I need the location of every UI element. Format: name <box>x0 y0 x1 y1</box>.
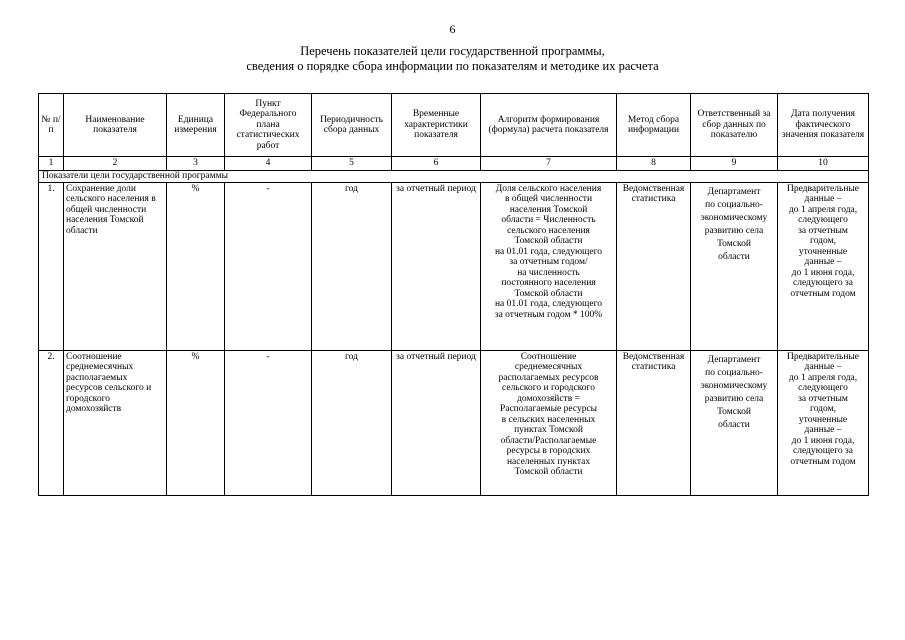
algorithm-line: Томской области <box>514 288 583 299</box>
responsible-line: развитию села <box>704 225 764 236</box>
responsible-line: по социально- <box>705 367 763 378</box>
algorithm-line: на 01.01 года, следующего <box>494 299 603 309</box>
date-line: отчетным годом <box>790 456 856 467</box>
algorithm-line: за отчетным годом * 100% <box>494 309 603 320</box>
algorithm-line: домохозяйств = <box>517 393 580 404</box>
date-line: следующего <box>798 215 848 225</box>
date-line: уточненные <box>798 246 848 257</box>
column-number: 5 <box>312 157 392 171</box>
responsible-line: Департамент <box>707 354 761 365</box>
header-cell: Наименование показателя <box>64 94 167 157</box>
algorithm-line: сельского населения <box>507 225 590 236</box>
date-line: следующего за <box>792 446 853 456</box>
plan-item-cell: - <box>225 350 312 495</box>
header-cell: Ответственный за сбор данных по показателю <box>691 94 778 157</box>
responsible-cell <box>691 182 778 350</box>
method-cell: Ведомственная статистика <box>617 350 691 495</box>
section-title: Показатели цели государственной программы <box>39 171 869 183</box>
algorithm-line: располагаемых ресурсов <box>498 372 599 383</box>
date-line: годом, <box>810 236 836 246</box>
date-cell <box>778 350 869 495</box>
document-title <box>0 44 905 74</box>
table-row <box>39 182 869 350</box>
algorithm-line: Томской области <box>514 467 583 477</box>
header-cell: Алгоритм формирования (формула) расчета показателя <box>481 94 617 157</box>
algorithm-line: в сельских населенных <box>501 414 596 425</box>
date-line: за отчетным <box>798 393 848 404</box>
algorithm-line: в общей численности <box>504 194 593 204</box>
algorithm-line: ресурсы в городских <box>506 446 591 456</box>
date-line: до 1 апреля года, <box>788 372 858 383</box>
responsible-line: экономическому <box>700 212 768 223</box>
algorithm-line: Располагаемые ресурсы <box>499 404 598 414</box>
page-number: 6 <box>449 22 456 36</box>
responsible-line: области <box>718 419 750 430</box>
column-number: 3 <box>167 157 225 171</box>
date-line: данные – <box>804 194 842 204</box>
date-line: следующего <box>798 383 848 393</box>
unit-cell: % <box>167 182 225 350</box>
date-line: Предварительные <box>786 183 860 194</box>
column-number-row <box>39 157 869 171</box>
algorithm-line: области/Располагаемые <box>500 435 597 446</box>
method-cell: Ведомственная статистика <box>617 182 691 350</box>
responsible-line: области <box>718 251 750 262</box>
responsible-line: экономическому <box>700 380 768 391</box>
indicators-table <box>38 93 869 496</box>
algorithm-line: пунктах Томской <box>514 425 583 435</box>
row-number: 1. <box>39 182 64 350</box>
algorithm-cell <box>481 182 617 350</box>
title-line: сведения о порядке сбора информации по показателям и методике их расчета <box>246 59 659 73</box>
algorithm-line: на 01.01 года, следующего <box>494 246 603 257</box>
time-char-cell: за отчетный период <box>392 350 481 495</box>
unit-cell: % <box>167 350 225 495</box>
date-line: годом, <box>810 404 836 414</box>
responsible-line: Томской <box>717 406 751 417</box>
header-row <box>39 94 869 157</box>
section-row <box>39 171 869 183</box>
date-line: за отчетным <box>798 225 848 236</box>
indicator-name: Сохранение доли сельского населения в общей численности населения Томской области <box>64 182 167 350</box>
algorithm-line: Доля сельского населения <box>495 183 602 194</box>
header-cell: Временные характеристики показателя <box>392 94 481 157</box>
responsible-line: развитию села <box>704 393 764 404</box>
algorithm-cell <box>481 350 617 495</box>
periodicity-cell: год <box>312 182 392 350</box>
date-line: данные – <box>804 257 842 267</box>
algorithm-line: среднемесячных <box>514 362 583 372</box>
header-cell: Периодичность сбора данных <box>312 94 392 157</box>
algorithm-line: области = Численность <box>501 215 596 225</box>
header-cell: Пункт Федерального плана статистических работ <box>225 94 312 157</box>
column-number: 2 <box>64 157 167 171</box>
periodicity-cell: год <box>312 350 392 495</box>
date-line: уточненные <box>798 414 848 425</box>
date-line: данные – <box>804 425 842 435</box>
algorithm-line: на численность <box>517 267 580 278</box>
algorithm-line: за отчетным годом/ <box>509 257 588 267</box>
date-line: отчетным годом <box>790 288 856 299</box>
date-line: данные – <box>804 362 842 372</box>
date-line: до 1 апреля года, <box>788 204 858 215</box>
algorithm-line: Соотношение <box>520 351 577 362</box>
table-row <box>39 350 869 495</box>
header-cell: Метод сбора информации <box>617 94 691 157</box>
column-number: 10 <box>778 157 869 171</box>
column-number: 9 <box>691 157 778 171</box>
algorithm-line: постоянного населения <box>501 278 596 288</box>
column-number: 1 <box>39 157 64 171</box>
title-line: Перечень показателей цели государственной программы, <box>300 44 605 58</box>
indicator-name: Соотношение среднемесячных располагаемых ресурсов сельского и городского домохозяйств <box>64 350 167 495</box>
header-cell: № п/п <box>39 94 64 157</box>
algorithm-line: Томской области <box>514 236 583 246</box>
responsible-line: Департамент <box>707 186 761 197</box>
row-number: 2. <box>39 350 64 495</box>
date-cell <box>778 182 869 350</box>
column-number: 8 <box>617 157 691 171</box>
column-number: 6 <box>392 157 481 171</box>
date-line: до 1 июня года, <box>791 267 855 278</box>
date-line: до 1 июня года, <box>791 435 855 446</box>
time-char-cell: за отчетный период <box>392 182 481 350</box>
header-cell: Единица измерения <box>167 94 225 157</box>
column-number: 4 <box>225 157 312 171</box>
responsible-line: по социально- <box>705 199 763 210</box>
responsible-line: Томской <box>717 238 751 249</box>
plan-item-cell: - <box>225 182 312 350</box>
column-number: 7 <box>481 157 617 171</box>
responsible-cell <box>691 350 778 495</box>
date-line: следующего за <box>792 278 853 288</box>
algorithm-line: населения Томской <box>509 204 588 215</box>
algorithm-line: населенных пунктах <box>506 456 591 467</box>
date-line: Предварительные <box>786 351 860 362</box>
header-cell: Дата получения фактического значения показателя <box>778 94 869 157</box>
algorithm-line: сельского и городского <box>502 383 595 393</box>
